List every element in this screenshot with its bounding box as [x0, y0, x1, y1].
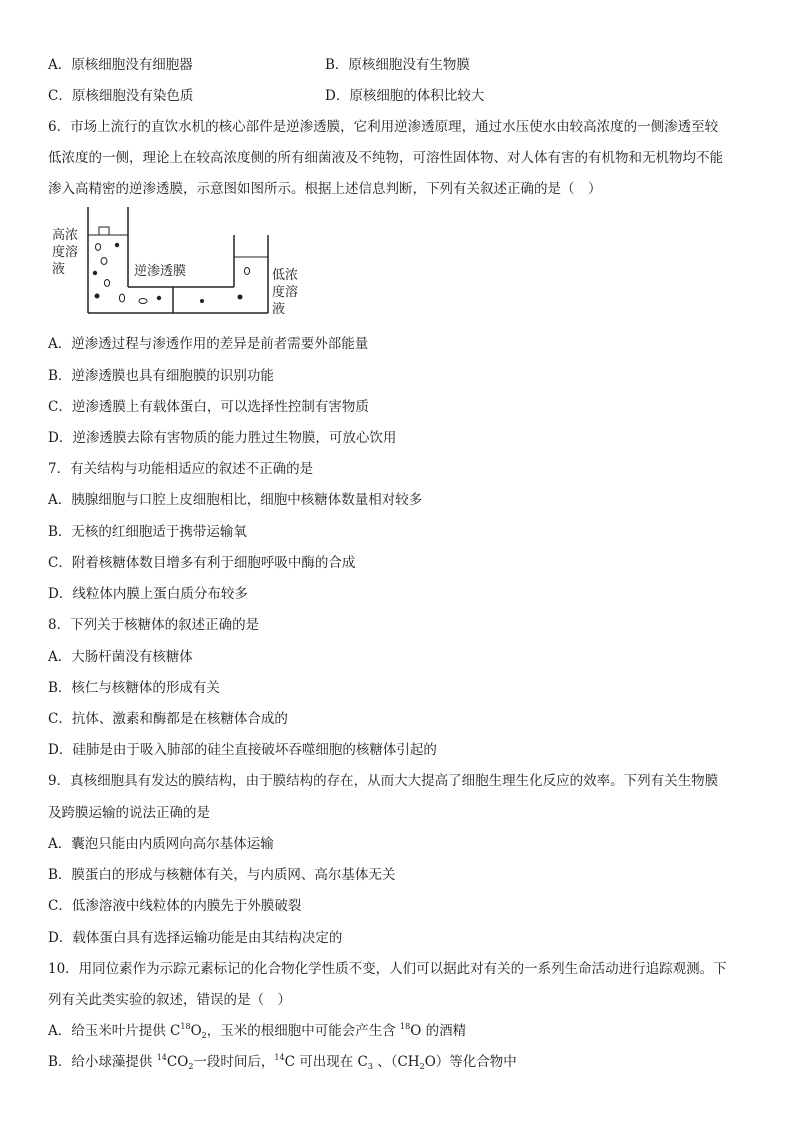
q9-option-b: B．膜蛋白的形成与核糖体有关，与内质网、高尔基体无关 [48, 867, 396, 883]
q7-option-b: B．无核的红细胞适于携带运输氧 [48, 524, 247, 540]
q6-option-c: C．逆渗透膜上有载体蛋白，可以选择性控制有害物质 [48, 399, 369, 415]
low-concentration-label-2: 度溶 [272, 285, 299, 300]
q6-option-d: D．逆渗透膜去除有害物质的能力胜过生物膜，可放心饮用 [48, 430, 397, 446]
q9-stem-line-1: 9．真核细胞具有发达的膜结构，由于膜结构的存在，从而大大提高了细胞生理生化反应的效率。下列有关生物膜 [48, 773, 719, 789]
q10-option-b: B．给小球藻提供 $^{14}CO_2$一段时间后，$^{14}$C 可出现在 $C_3$ 、$(CH_2O)$等化合物中 [48, 1053, 517, 1071]
q8-option-c: C．抗体、激素和酶都是在核糖体合成的 [48, 711, 288, 727]
q6-option-a: A．逆渗透过程与渗透作用的差异是前者需要外部能量 [48, 336, 369, 352]
q10-stem-line-1: 10．用同位素作为示踪元素标记的化合物化学性质不变，人们可以据此对有关的一系列生命活动进行追踪观测。下 [48, 961, 727, 977]
q5-option-a: A．原核细胞没有细胞器 [48, 57, 193, 73]
q8-option-b: B．核仁与核糖体的形成有关 [48, 680, 220, 696]
q10-option-a: A．给玉米叶片提供 $C^{18}O_2$，玉米的根细胞中可能会产生含 $^{18}$O 的酒精 [48, 1022, 467, 1040]
q5-option-b: B．原核细胞没有生物膜 [325, 57, 470, 73]
q9-stem-line-2: 及跨膜运输的说法正确的是 [48, 805, 210, 821]
q8-option-d: D．硅肺是由于吸入肺部的硅尘直接破坏吞噬细胞的核糖体引起的 [48, 742, 437, 758]
q7-stem: 7．有关结构与功能相适应的叙述不正确的是 [48, 461, 314, 477]
q6-option-b: B．逆渗透膜也具有细胞膜的识别功能 [48, 368, 274, 384]
q6-stem-line-3: 渗入高精密的逆渗透膜，示意图如图所示。根据上述信息判断，下列有关叙述正确的是（ ） [48, 181, 602, 197]
q9-option-d: D．载体蛋白具有选择运输功能是由其结构决定的 [48, 930, 343, 946]
q7-option-c: C．附着核糖体数目增多有利于细胞呼吸中酶的合成 [48, 555, 356, 571]
q5-option-d: D．原核细胞的体积比较大 [325, 88, 485, 104]
high-concentration-label-3: 液 [52, 262, 66, 277]
high-concentration-label-2: 度溶 [52, 245, 79, 260]
membrane-label: 逆渗透膜 [134, 264, 187, 279]
q9-option-c: C．低渗溶液中线粒体的内膜先于外膜破裂 [48, 898, 302, 914]
low-concentration-label-3: 液 [272, 302, 286, 317]
q9-option-a: A．囊泡只能由内质网向高尔基体运输 [48, 836, 274, 852]
q8-option-a: A．大肠杆菌没有核糖体 [48, 649, 193, 665]
low-concentration-label-1: 低浓 [272, 268, 299, 283]
q7-option-d: D．线粒体内膜上蛋白质分布较多 [48, 586, 248, 602]
q6-stem-line-1: 6．市场上流行的直饮水机的核心部件是逆渗透膜，它利用逆渗透原理，通过水压使水由较高浓度的一侧渗透至较 [48, 119, 719, 135]
q10-stem-line-2: 列有关此类实验的叙述，错误的是（ ） [48, 992, 291, 1008]
q7-option-a: A．胰腺细胞与口腔上皮细胞相比，细胞中核糖体数量相对较多 [48, 492, 423, 508]
q8-stem: 8．下列关于核糖体的叙述正确的是 [48, 617, 260, 633]
high-concentration-label-1: 高浓 [52, 228, 79, 243]
q6-stem-line-2: 低浓度的一侧，理论上在较高浓度侧的所有细菌液及不纯物，可溶性固体物、对人体有害的有机物和无机物均不能 [48, 150, 723, 166]
reverse-osmosis-diagram [50, 205, 320, 325]
q5-option-c: C．原核细胞没有染色质 [48, 88, 194, 104]
